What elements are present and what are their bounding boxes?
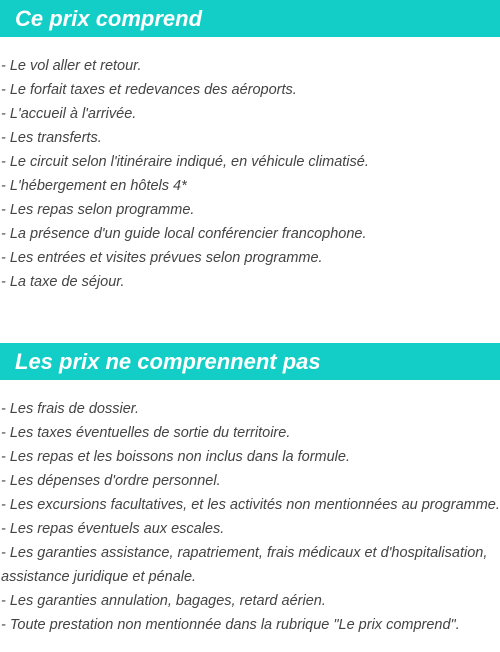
list-item: - Les repas éventuels aux escales. xyxy=(1,521,225,537)
list-item: - Les taxes éventuelles de sortie du territoire. xyxy=(1,425,291,441)
list-item: - Les repas selon programme. xyxy=(1,202,195,218)
list-item: - Les frais de dossier. xyxy=(1,401,140,417)
list-item: - Les dépenses d'ordre personnel. xyxy=(1,473,221,489)
list-item: - Les excursions facultatives, et les activités non mentionnées au programme. xyxy=(1,497,500,513)
price-includes-list xyxy=(0,54,500,294)
section-title-price-includes: Ce prix comprend xyxy=(0,0,500,37)
list-item: - La présence d'un guide local conférencier francophone. xyxy=(1,226,367,242)
list-item: - Toute prestation non mentionnée dans la rubrique "Le prix comprend". xyxy=(1,617,460,633)
list-item: - Les garanties annulation, bagages, retard aérien. xyxy=(1,593,326,609)
list-item: - Le vol aller et retour. xyxy=(1,58,142,74)
list-item: - Les garanties assistance, rapatriement, frais médicaux et d'hospitalisation, assistance juridique et pénale. xyxy=(1,545,488,585)
list-item: - L'hébergement en hôtels 4* xyxy=(1,178,187,194)
list-item: - Le forfait taxes et redevances des aéroports. xyxy=(1,82,297,98)
list-item: - La taxe de séjour. xyxy=(1,274,125,290)
price-excludes-list xyxy=(0,397,500,637)
list-item: - L'accueil à l'arrivée. xyxy=(1,106,137,122)
list-item: - Le circuit selon l'itinéraire indiqué, en véhicule climatisé. xyxy=(1,154,369,170)
list-item: - Les entrées et visites prévues selon programme. xyxy=(1,250,323,266)
list-item: - Les transferts. xyxy=(1,130,102,146)
list-item: - Les repas et les boissons non inclus dans la formule. xyxy=(1,449,350,465)
section-title-price-excludes: Les prix ne comprennent pas xyxy=(0,343,500,380)
